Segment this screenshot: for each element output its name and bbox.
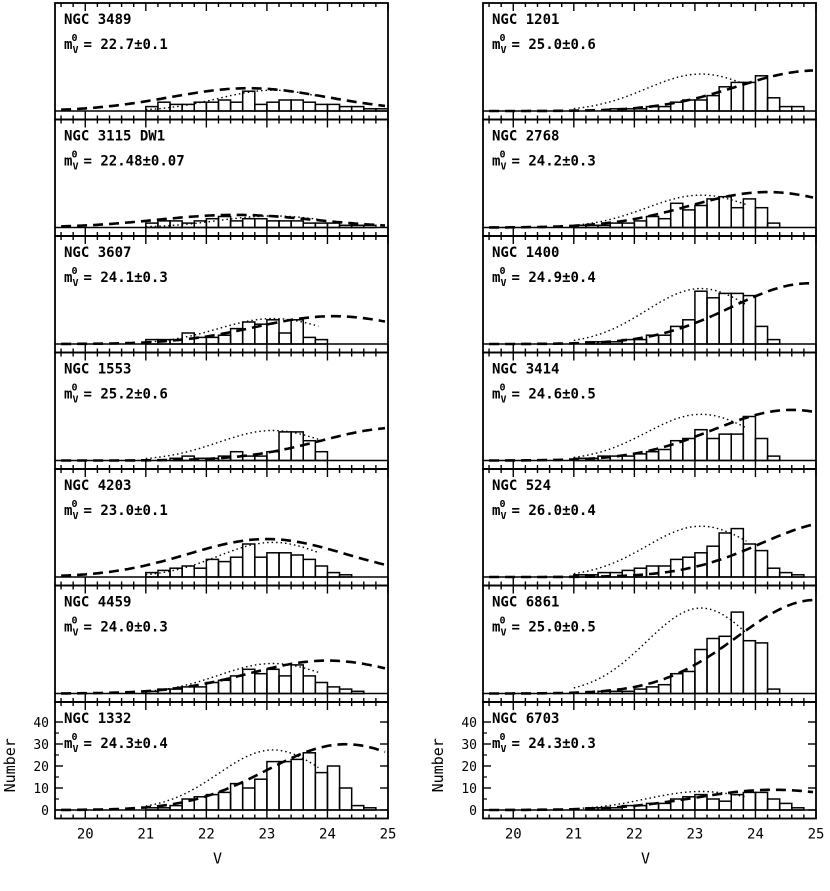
panel-galaxy-name: NGC 1201 bbox=[492, 12, 560, 28]
histogram-bar bbox=[768, 799, 780, 810]
x-tick-label: 24 bbox=[747, 826, 764, 843]
gaussian-fit-curve bbox=[61, 316, 385, 344]
histogram-bar bbox=[683, 210, 695, 228]
panel-turnover-magnitude: $m_V0 = 24.0\pm 0.3$ bbox=[64, 615, 168, 639]
histogram-bar bbox=[182, 687, 194, 694]
histogram-bar bbox=[170, 104, 182, 111]
histogram-bar bbox=[707, 639, 719, 694]
gaussian-fit-curve bbox=[489, 71, 813, 112]
dotted-fit-curve bbox=[146, 664, 319, 692]
histogram-bar bbox=[695, 206, 707, 228]
histogram-panel bbox=[1, 702, 396, 868]
histogram-bar bbox=[671, 559, 683, 577]
histogram-panel bbox=[55, 586, 388, 703]
y-tick-label: 30 bbox=[33, 738, 49, 753]
histogram-bar bbox=[231, 784, 243, 810]
histogram-bar bbox=[743, 641, 755, 694]
gaussian-fit-curve bbox=[489, 283, 813, 344]
x-axis-label: V bbox=[640, 849, 651, 868]
histogram-bar bbox=[303, 559, 315, 577]
x-tick-label: 23 bbox=[258, 826, 276, 843]
histogram-bar bbox=[315, 104, 327, 111]
histogram-bar bbox=[731, 612, 743, 693]
histogram-bar bbox=[291, 665, 303, 694]
histogram-bar bbox=[267, 669, 279, 693]
histogram-bar bbox=[659, 685, 671, 694]
panel-galaxy-name: NGC 4459 bbox=[64, 594, 132, 611]
histogram-bar bbox=[695, 100, 707, 111]
histogram-bar bbox=[768, 98, 780, 111]
panel-galaxy-name: NGC 3607 bbox=[64, 245, 132, 261]
histogram-bar bbox=[327, 766, 339, 810]
histogram-bar bbox=[327, 687, 339, 694]
histogram-bar bbox=[707, 96, 719, 111]
histogram-bar bbox=[755, 326, 767, 344]
histogram-bar bbox=[707, 298, 719, 344]
histogram-bar bbox=[291, 555, 303, 577]
histogram-bar bbox=[231, 676, 243, 694]
histogram-bar bbox=[243, 91, 255, 111]
y-tick-label: 10 bbox=[461, 782, 477, 797]
histogram-panel bbox=[429, 702, 824, 868]
histogram-bar bbox=[303, 676, 315, 694]
histogram-bar bbox=[315, 683, 327, 694]
histogram-panel bbox=[483, 236, 816, 353]
histogram-panel bbox=[55, 3, 388, 120]
y-axis-label: Number bbox=[429, 738, 447, 793]
histogram-bar bbox=[231, 221, 243, 228]
histogram-bar bbox=[659, 803, 671, 810]
histogram-bar bbox=[755, 439, 767, 461]
histogram-bar bbox=[243, 219, 255, 228]
dotted-fit-curve bbox=[574, 195, 747, 225]
histogram-panel bbox=[483, 469, 816, 586]
histogram-panel bbox=[55, 120, 388, 237]
y-tick-label: 0 bbox=[41, 804, 49, 819]
gaussian-fit-curve bbox=[61, 661, 385, 694]
x-axis-label: V bbox=[212, 849, 223, 868]
gaussian-fit-curve bbox=[61, 88, 385, 110]
histogram-bar bbox=[206, 219, 218, 228]
histogram-bar bbox=[659, 450, 671, 461]
histogram-bar bbox=[731, 434, 743, 460]
histogram-bar bbox=[243, 788, 255, 810]
histogram-bar bbox=[255, 104, 267, 111]
panel-galaxy-name: NGC 6703 bbox=[492, 711, 560, 727]
panel-galaxy-name: NGC 4203 bbox=[64, 478, 132, 494]
histogram-bar bbox=[255, 674, 267, 694]
dotted-fit-curve bbox=[146, 319, 319, 343]
panel-galaxy-name: NGC 3489 bbox=[64, 12, 132, 28]
histogram-bar bbox=[218, 680, 230, 693]
histogram-bar bbox=[755, 551, 767, 577]
histogram-bar bbox=[291, 221, 303, 228]
histogram-bar bbox=[218, 562, 230, 577]
histogram-bar bbox=[634, 221, 646, 228]
histogram-panel bbox=[55, 469, 388, 586]
histogram-bar bbox=[267, 221, 279, 228]
histogram-bar bbox=[315, 566, 327, 577]
histogram-bar bbox=[315, 452, 327, 461]
y-tick-label: 0 bbox=[469, 804, 477, 819]
histogram-panel bbox=[55, 236, 388, 353]
histogram-bar bbox=[182, 566, 194, 577]
histogram-bar bbox=[707, 799, 719, 810]
histogram-bar bbox=[743, 417, 755, 461]
x-tick-label: 21 bbox=[565, 826, 583, 843]
histogram-bar bbox=[231, 102, 243, 111]
histogram-bar bbox=[719, 801, 731, 810]
panel-turnover-magnitude: $m_V0 = 26.0\pm 0.4$ bbox=[492, 499, 596, 522]
x-tick-label: 23 bbox=[686, 826, 704, 843]
histogram-bar bbox=[231, 557, 243, 577]
histogram-bar bbox=[267, 102, 279, 111]
histogram-bar bbox=[743, 199, 755, 228]
y-tick-label: 10 bbox=[33, 782, 49, 797]
panel-galaxy-name: NGC 6861 bbox=[492, 594, 560, 611]
panel-galaxy-name: NGC 1400 bbox=[492, 245, 560, 261]
x-tick-label: 20 bbox=[76, 826, 94, 843]
x-tick-label: 25 bbox=[379, 826, 397, 843]
panel-galaxy-name: NGC 1553 bbox=[64, 361, 132, 378]
histogram-bar bbox=[315, 773, 327, 810]
panel-galaxy-name: NGC 2768 bbox=[492, 128, 560, 145]
histogram-bar bbox=[279, 762, 291, 810]
y-tick-label: 30 bbox=[461, 738, 477, 753]
histogram-bar bbox=[303, 102, 315, 111]
histogram-bar bbox=[291, 320, 303, 344]
histogram-bar bbox=[731, 795, 743, 810]
histogram-bar bbox=[755, 643, 767, 694]
panel-galaxy-name: NGC 3414 bbox=[492, 361, 560, 378]
histogram-bar bbox=[255, 219, 267, 228]
histogram-panel bbox=[483, 353, 816, 470]
panel-turnover-magnitude: $m_V0 = 22.48\pm 0.07$ bbox=[64, 149, 185, 173]
panel-galaxy-name: NGC 1332 bbox=[64, 711, 132, 727]
histogram-bar bbox=[768, 568, 780, 577]
histogram-bar bbox=[303, 753, 315, 810]
histogram-bar bbox=[743, 296, 755, 344]
histogram-bar bbox=[279, 432, 291, 461]
histogram-panel bbox=[483, 120, 816, 237]
panel-turnover-magnitude: $m_V0 = 24.1\pm 0.3$ bbox=[64, 266, 168, 289]
histogram-bar bbox=[194, 568, 206, 577]
x-tick-label: 20 bbox=[504, 826, 522, 843]
x-tick-label: 22 bbox=[625, 826, 643, 843]
histogram-bar bbox=[291, 100, 303, 111]
panel-turnover-magnitude: $m_V0 = 23.0\pm 0.1$ bbox=[64, 499, 168, 522]
histogram-bar bbox=[755, 792, 767, 810]
histogram-bar bbox=[683, 320, 695, 344]
histogram-bar bbox=[218, 100, 230, 111]
panel-turnover-magnitude: $m_V0 = 24.6\pm 0.5$ bbox=[492, 382, 596, 406]
histogram-bar bbox=[206, 559, 218, 577]
histogram-bar bbox=[255, 779, 267, 810]
histogram-panel bbox=[483, 586, 816, 703]
y-tick-label: 40 bbox=[461, 716, 477, 731]
y-tick-label: 20 bbox=[33, 760, 49, 775]
histogram-bar bbox=[719, 197, 731, 228]
y-tick-label: 20 bbox=[461, 760, 477, 775]
panel-turnover-magnitude: $m_V0 = 24.9\pm 0.4$ bbox=[492, 266, 596, 289]
histogram-bar bbox=[170, 221, 182, 228]
dotted-fit-curve bbox=[574, 414, 747, 457]
histogram-bar bbox=[755, 208, 767, 228]
histogram-bar bbox=[646, 566, 658, 577]
histogram-bar bbox=[279, 553, 291, 577]
y-tick-label: 40 bbox=[33, 716, 49, 731]
histogram-bar bbox=[707, 439, 719, 461]
y-axis-label: Number bbox=[1, 738, 19, 793]
dotted-fit-curve bbox=[146, 431, 319, 459]
histogram-bar bbox=[267, 452, 279, 461]
histogram-bar bbox=[291, 759, 303, 810]
histogram-bar bbox=[218, 792, 230, 810]
histogram-bar bbox=[659, 219, 671, 228]
histogram-bar bbox=[255, 557, 267, 577]
histogram-bar bbox=[719, 434, 731, 460]
histogram-bar bbox=[634, 454, 646, 461]
histogram-bar bbox=[267, 553, 279, 577]
gaussian-fit-curve bbox=[489, 600, 813, 694]
histogram-bar bbox=[243, 544, 255, 577]
histogram-bar bbox=[646, 687, 658, 694]
panel-turnover-magnitude: $m_V0 = 25.0\pm 0.6$ bbox=[492, 33, 596, 56]
histogram-bar bbox=[646, 452, 658, 461]
panel-turnover-magnitude: $m_V0 = 25.2\pm 0.6$ bbox=[64, 382, 168, 406]
histogram-bar bbox=[279, 100, 291, 111]
x-tick-label: 24 bbox=[319, 826, 336, 843]
histogram-bar bbox=[659, 335, 671, 344]
histogram-bar bbox=[683, 672, 695, 694]
histogram-bar bbox=[279, 221, 291, 228]
histogram-bar bbox=[243, 322, 255, 344]
x-tick-label: 22 bbox=[197, 826, 215, 843]
panel-turnover-magnitude: $m_V0 = 24.2\pm 0.3$ bbox=[492, 149, 596, 173]
histogram-bar bbox=[279, 676, 291, 694]
dotted-fit-curve bbox=[574, 289, 747, 341]
histogram-bar bbox=[327, 104, 339, 111]
histogram-bar bbox=[218, 335, 230, 344]
gaussian-fit-curve bbox=[489, 192, 813, 227]
histogram-bar bbox=[731, 529, 743, 577]
histogram-bar bbox=[695, 650, 707, 694]
histogram-panel bbox=[483, 3, 816, 120]
x-tick-label: 25 bbox=[807, 826, 825, 843]
histogram-bar bbox=[780, 803, 792, 810]
x-tick-label: 21 bbox=[137, 826, 155, 843]
histogram-bar bbox=[646, 217, 658, 228]
panel-turnover-magnitude: $m_V0 = 22.7\pm 0.1$ bbox=[64, 33, 168, 56]
histogram-bar bbox=[218, 217, 230, 228]
histogram-bar bbox=[340, 788, 352, 810]
histogram-panel bbox=[55, 353, 388, 470]
histogram-bar bbox=[303, 337, 315, 344]
histogram-bar bbox=[719, 293, 731, 344]
histogram-bar bbox=[206, 337, 218, 344]
histogram-bar bbox=[279, 333, 291, 344]
histogram-bar bbox=[158, 102, 170, 111]
gaussian-fit-curve bbox=[61, 744, 385, 810]
histogram-bar bbox=[194, 687, 206, 694]
histogram-bar bbox=[743, 82, 755, 111]
histogram-bar bbox=[182, 104, 194, 111]
histogram-bar bbox=[170, 568, 182, 577]
histogram-bar bbox=[695, 291, 707, 344]
histogram-bar bbox=[743, 792, 755, 810]
gaussian-fit-curve bbox=[61, 539, 385, 576]
panel-turnover-magnitude: $m_V0 = 25.0\pm 0.5$ bbox=[492, 615, 596, 639]
panel-turnover-magnitude: $m_V0 = 24.3\pm 0.3$ bbox=[492, 732, 596, 755]
gaussian-fit-curve bbox=[489, 410, 813, 461]
histogram-bar bbox=[206, 102, 218, 111]
histogram-bar bbox=[755, 76, 767, 111]
panel-turnover-magnitude: $m_V0 = 24.3\pm 0.4$ bbox=[64, 732, 168, 755]
histogram-bar bbox=[707, 199, 719, 228]
panel-galaxy-name: NGC 3115 DW1 bbox=[64, 128, 166, 145]
histogram-bar bbox=[731, 208, 743, 228]
panel-galaxy-name: NGC 524 bbox=[492, 478, 552, 494]
